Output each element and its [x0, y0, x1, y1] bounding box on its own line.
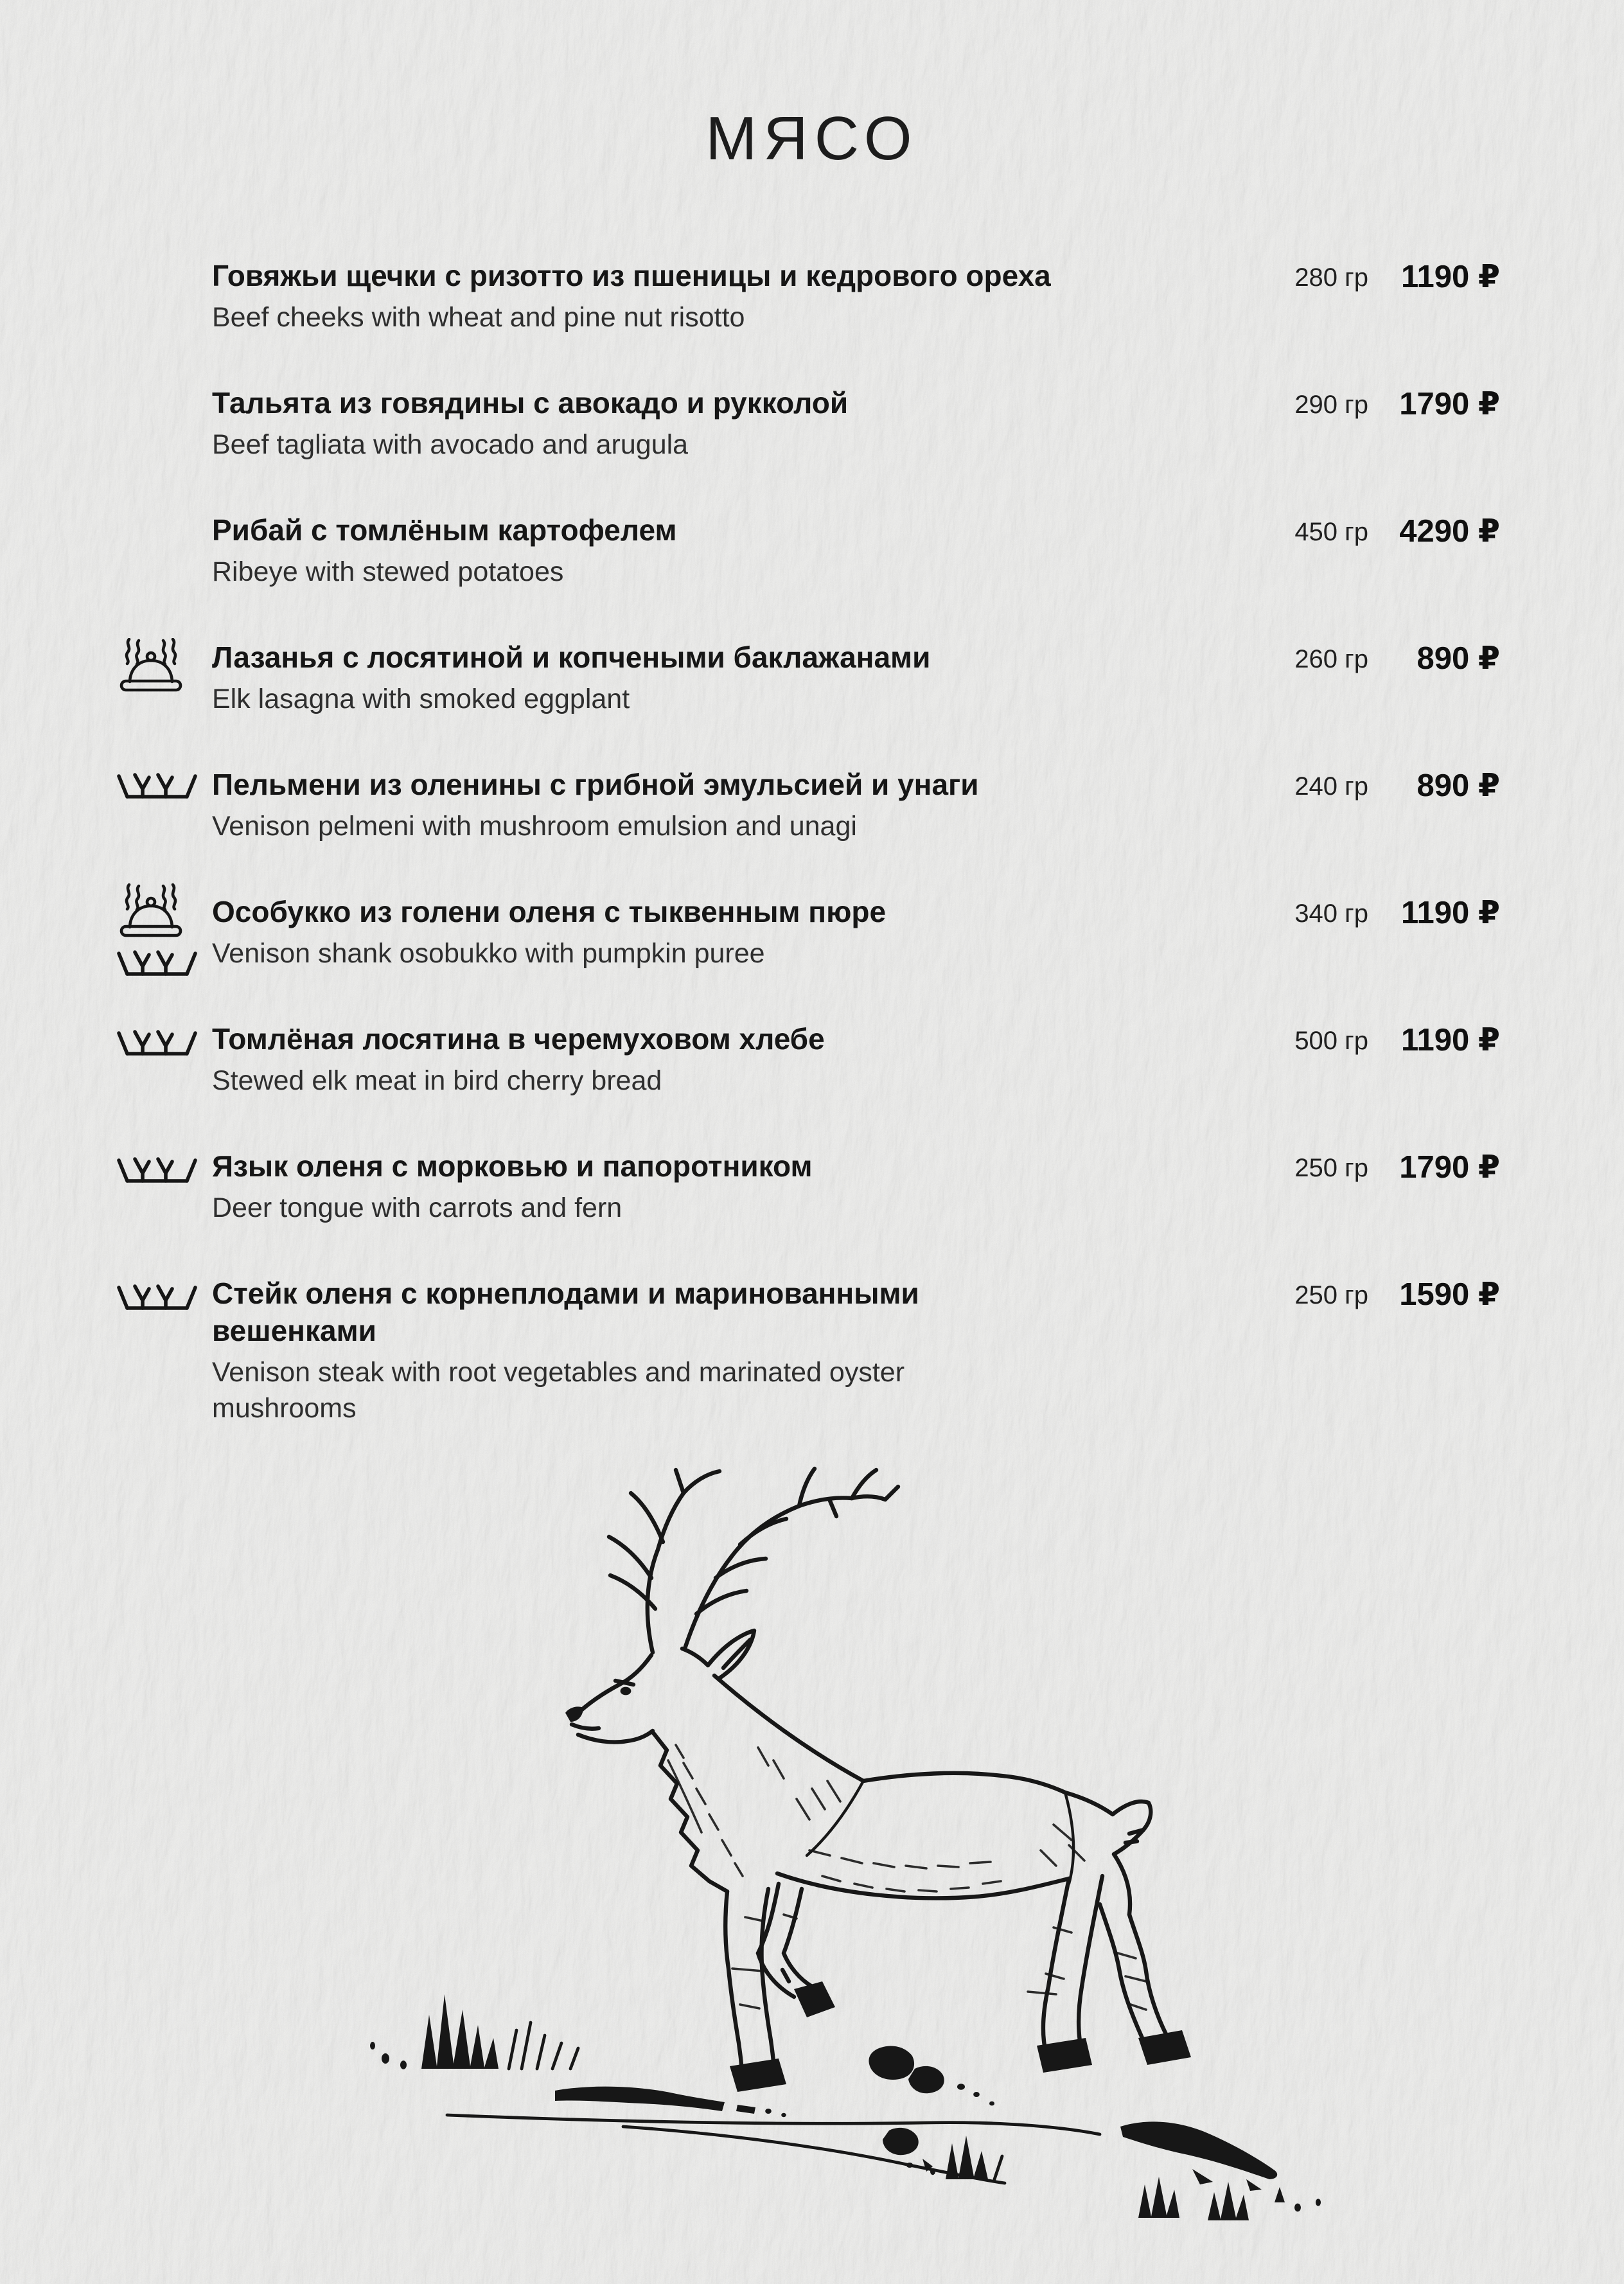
dish-name-en: Elk lasagna with smoked eggplant	[212, 684, 630, 714]
dish-names	[212, 639, 1253, 717]
menu-item	[212, 1020, 1500, 1099]
dish-price: 1790 ₽	[1399, 1150, 1500, 1185]
dish-weight: 500 гр	[1294, 1027, 1368, 1055]
dish-name-en: Venison steak with root vegetables and marinated oyster mushrooms	[212, 1357, 905, 1424]
dish-price: 890 ₽	[1417, 768, 1500, 803]
dish-names	[212, 1275, 951, 1426]
dish-name-en: Ribeye with stewed potatoes	[212, 556, 564, 587]
dish-name-ru: Язык оленя с морковью и папоротником	[212, 1149, 813, 1183]
dish-name-ru: Рибай с томлёным картофелем	[212, 513, 677, 547]
dish-name-en: Beef tagliata with avocado and arugula	[212, 429, 689, 460]
dish-names	[212, 384, 1253, 463]
menu-item	[212, 1275, 1500, 1426]
dish-weight: 250 гр	[1294, 1281, 1368, 1309]
dish-weight: 260 гр	[1294, 645, 1368, 673]
menu-item	[212, 257, 1500, 335]
dish-names	[212, 893, 1253, 971]
menu-item	[212, 511, 1500, 590]
dish-name-ru: Лазанья с лосятиной и копчеными баклажанами	[212, 641, 931, 674]
menu-item	[212, 1147, 1500, 1226]
dish-name-en: Deer tongue with carrots and fern	[212, 1192, 622, 1223]
dish-weight: 290 гр	[1294, 391, 1368, 419]
dish-price: 1190 ₽	[1400, 1023, 1500, 1058]
dish-price: 1190 ₽	[1400, 896, 1500, 930]
dish-names	[212, 511, 1253, 590]
dish-names	[212, 1020, 1253, 1099]
dish-weight: 240 гр	[1294, 772, 1368, 801]
menu-item	[212, 893, 1500, 971]
dish-weight: 340 гр	[1294, 899, 1368, 928]
menu-item	[212, 639, 1500, 717]
dish-names	[212, 257, 1253, 335]
dish-name-ru: Томлёная лосятина в черемуховом хлебе	[212, 1022, 825, 1056]
dish-names	[212, 766, 1253, 844]
deer-illustration	[360, 1465, 1388, 2281]
dish-name-ru: Пельмени из оленины с грибной эмульсией и унаги	[212, 768, 979, 801]
dish-name-ru: Тальята из говядины с авокадо и рукколой	[212, 386, 849, 420]
antlers-icon	[117, 1154, 197, 1183]
hot-dish-icon	[119, 637, 183, 694]
dish-price: 4290 ₽	[1399, 514, 1500, 549]
antlers-icon	[117, 1281, 197, 1311]
dish-name-en: Venison shank osobukko with pumpkin puree	[212, 938, 765, 969]
dish-weight: 280 гр	[1294, 263, 1368, 292]
dish-name-en: Beef cheeks with wheat and pine nut risotto	[212, 302, 745, 333]
antlers-icon	[117, 947, 197, 977]
dish-name-en: Stewed elk meat in bird cherry bread	[212, 1065, 662, 1096]
hot-dish-icon	[119, 883, 183, 939]
dish-names	[212, 1147, 1253, 1226]
dish-name-ru: Особукко из голени оленя с тыквенным пюре	[212, 895, 887, 928]
dish-name-en: Venison pelmeni with mushroom emulsion and unagi	[212, 811, 857, 842]
dish-name-ru: Стейк оленя с корнеплодами и маринованными вешенками	[212, 1277, 919, 1347]
antlers-icon	[117, 770, 197, 799]
dish-weight: 250 гр	[1294, 1154, 1368, 1182]
page-title: МЯСО	[705, 104, 919, 173]
antlers-icon	[117, 1027, 197, 1056]
menu-item	[212, 766, 1500, 844]
dish-price: 1590 ₽	[1399, 1277, 1500, 1312]
menu-item	[212, 384, 1500, 463]
dish-price: 890 ₽	[1417, 641, 1500, 676]
dish-price: 1190 ₽	[1400, 260, 1500, 294]
dish-price: 1790 ₽	[1399, 387, 1500, 421]
dish-weight: 450 гр	[1294, 518, 1368, 546]
dish-name-ru: Говяжьи щечки с ризотто из пшеницы и кедрового ореха	[212, 259, 1051, 292]
